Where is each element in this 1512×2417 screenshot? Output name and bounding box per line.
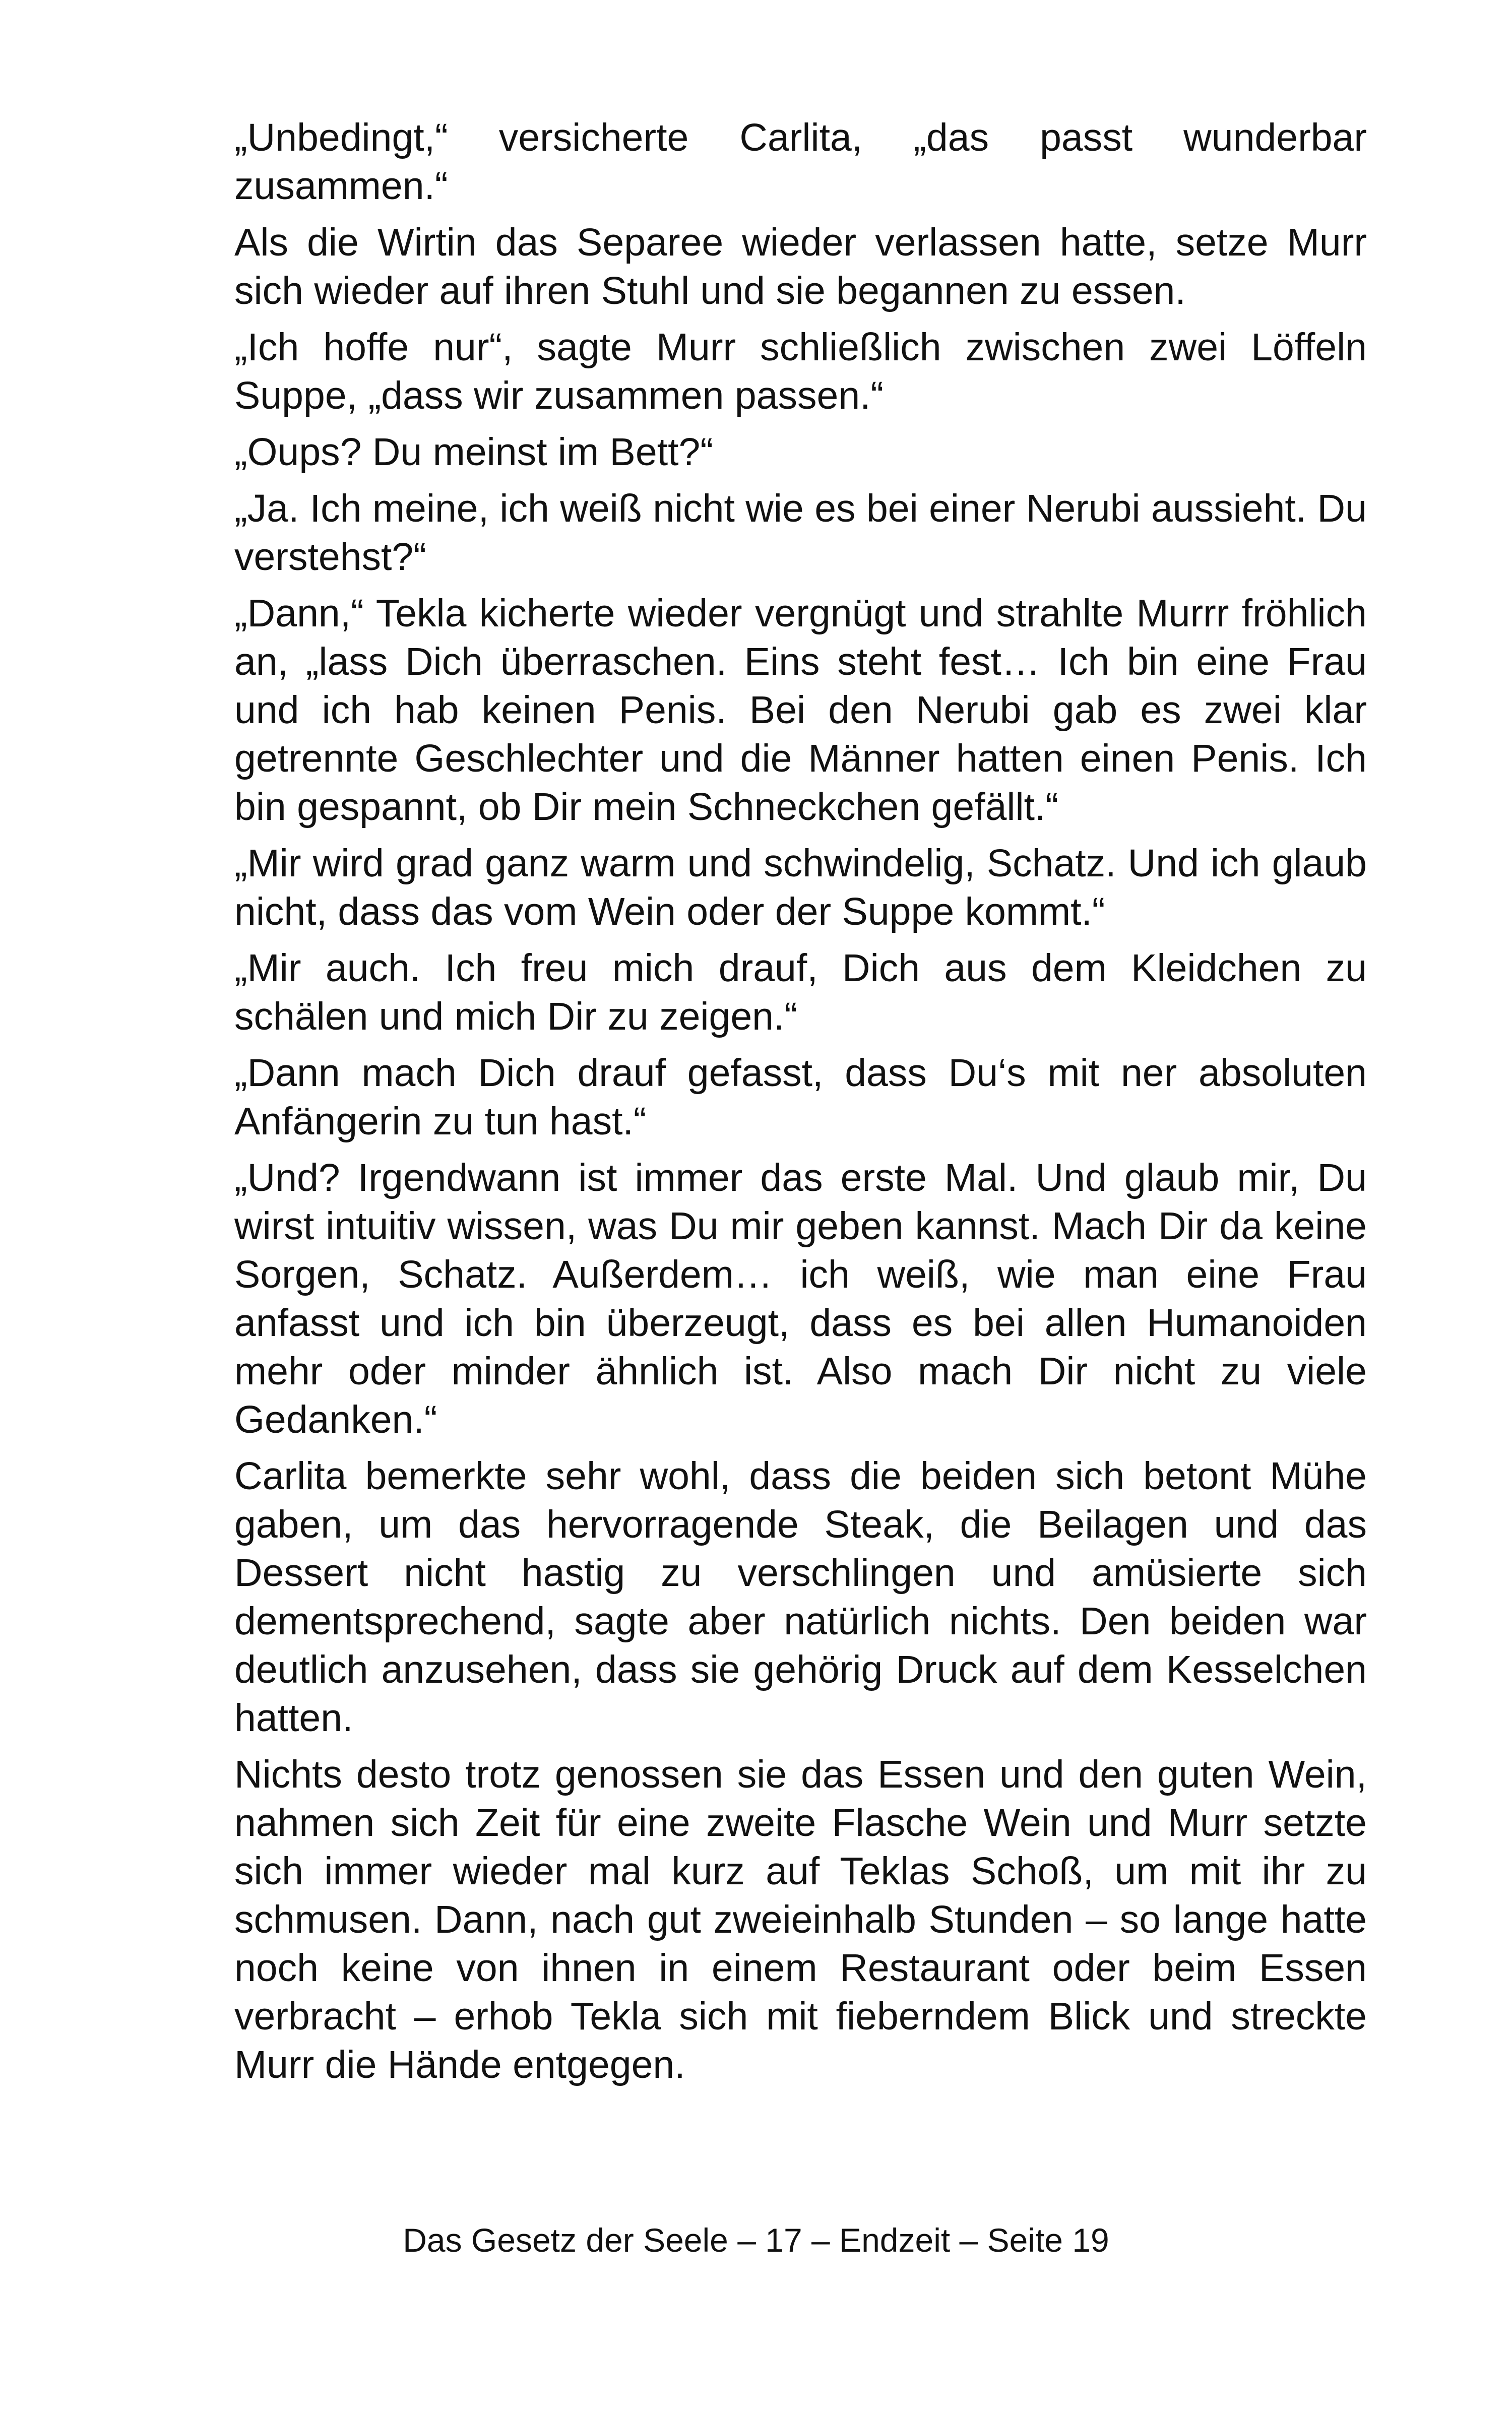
page-footer: Das Gesetz der Seele – 17 – Endzeit – Seite 19 bbox=[403, 2221, 1109, 2259]
paragraph: „Ich hoffe nur“, sagte Murr schließlich zwischen zwei Löffeln Suppe, „dass wir zusammen passen.“ bbox=[234, 326, 1367, 417]
paragraph: „Und? Irgendwann ist immer das erste Mal. Und glaub mir, Du wirst intuitiv wissen, was Du mir geben kannst. Mach Dir da keine Sorgen, Schatz. Außerdem… ich weiß, wie man eine Frau anfasst und ich bin überzeugt, dass es bei allen Humanoiden mehr oder minder ähnlich ist. Also mach Dir nicht zu viele Gedanken.“ bbox=[234, 1156, 1367, 1441]
paragraph: Carlita bemerkte sehr wohl, dass die beiden sich betont Mühe gaben, um das hervorragende Steak, die Beilagen und das Dessert nicht hastig zu verschlingen und amüsierte sich dementsprechend, sagte aber natürlich nichts. Den beiden war deutlich anzusehen, dass sie gehörig Druck auf dem Kesselchen hatten. bbox=[234, 1454, 1367, 1740]
paragraph: „Unbedingt,“ versicherte Carlita, „das passt wunderbar zusammen.“ bbox=[234, 116, 1367, 208]
body-text bbox=[234, 113, 1367, 2097]
paragraph: „Ja. Ich meine, ich weiß nicht wie es bei einer Nerubi aussieht. Du verstehst?“ bbox=[234, 487, 1367, 579]
paragraph: „Mir wird grad ganz warm und schwindelig, Schatz. Und ich glaub nicht, dass das vom Wein oder der Suppe kommt.“ bbox=[234, 842, 1367, 933]
paragraph: Als die Wirtin das Separee wieder verlassen hatte, setze Murr sich wieder auf ihren Stuhl und sie begannen zu essen. bbox=[234, 221, 1367, 312]
paragraph: Nichts desto trotz genossen sie das Essen und den guten Wein, nahmen sich Zeit für eine zweite Flasche Wein und Murr setzte sich immer wieder mal kurz auf Teklas Schoß, um mit ihr zu schmusen. Dann, nach gut zweieinhalb Stunden – so lange hatte noch keine von ihnen in einem Restaurant oder beim Essen verbracht – erhob Tekla sich mit fieberndem Blick und streckte Murr die Hände entgegen. bbox=[234, 1753, 1367, 2086]
paragraph: „Oups? Du meinst im Bett?“ bbox=[234, 430, 713, 474]
paragraph: „Mir auch. Ich freu mich drauf, Dich aus dem Kleidchen zu schälen und mich Dir zu zeigen.“ bbox=[234, 946, 1367, 1038]
paragraph: „Dann mach Dich drauf gefasst, dass Du‘s mit ner absoluten Anfängerin zu tun hast.“ bbox=[234, 1051, 1367, 1143]
paragraph: „Dann,“ Tekla kicherte wieder vergnügt und strahlte Murrr fröhlich an, „lass Dich überraschen. Eins steht fest… Ich bin eine Frau und ich hab keinen Penis. Bei den Nerubi gab es zwei klar getrennte Geschlechter und die Männer hatten einen Penis. Ich bin gespannt, ob Dir mein Schneckchen gefällt.“ bbox=[234, 592, 1367, 829]
